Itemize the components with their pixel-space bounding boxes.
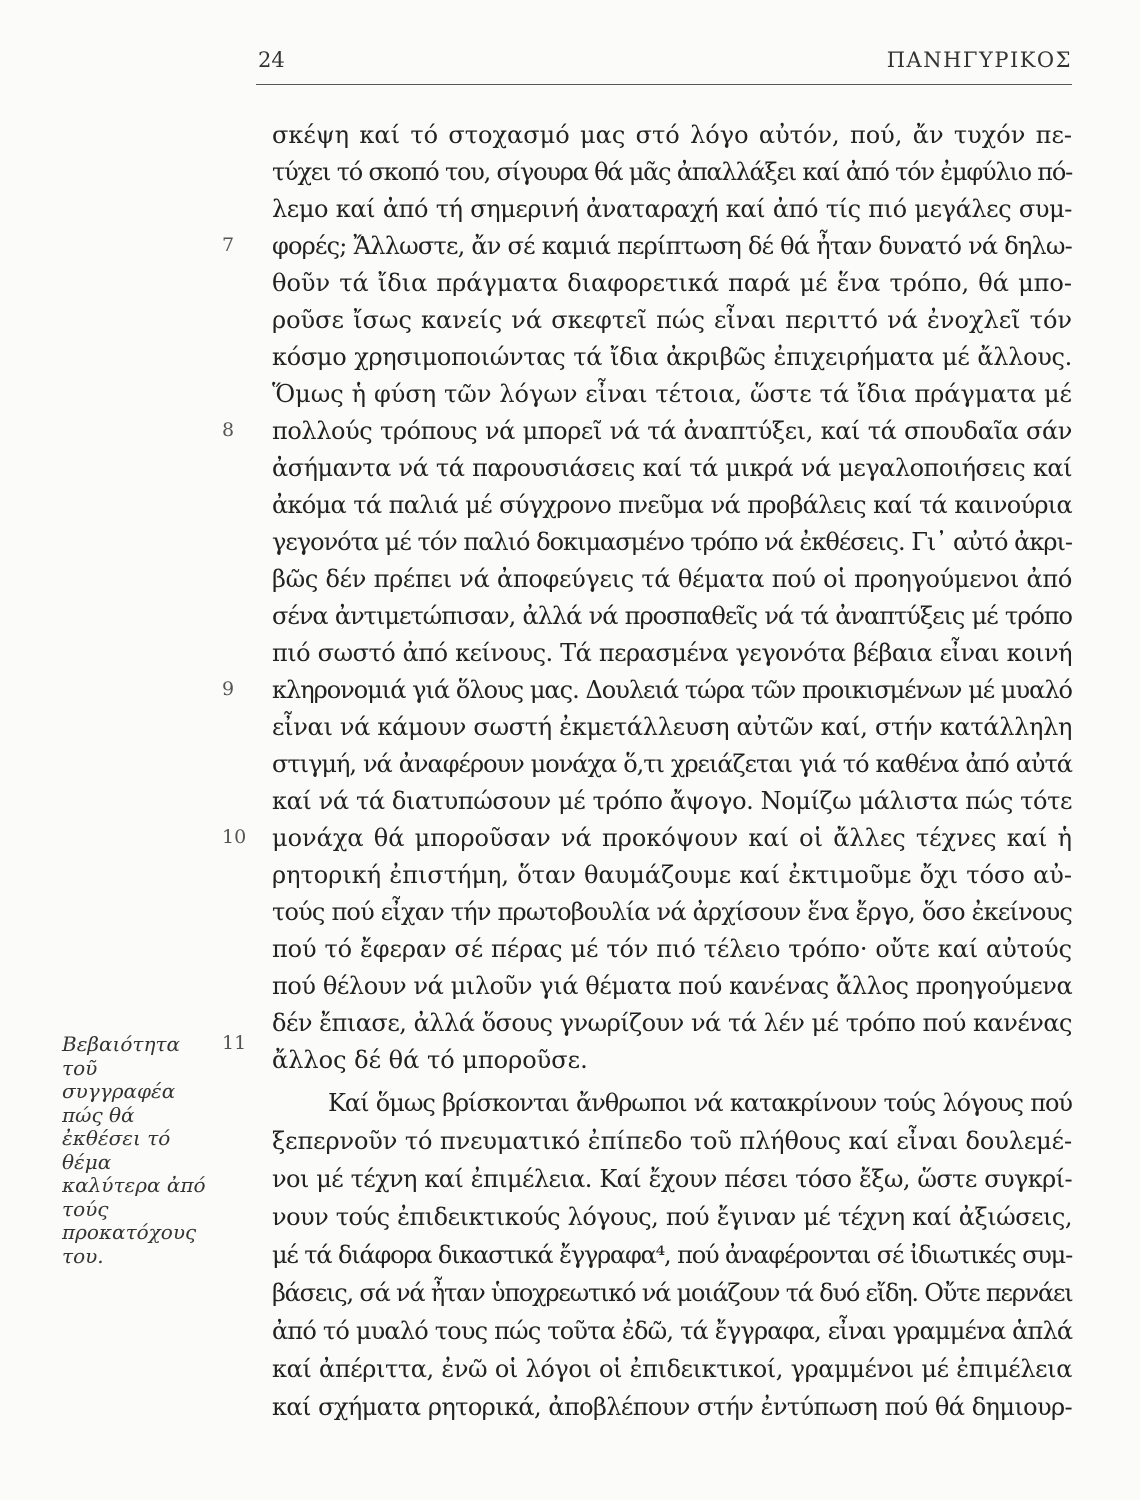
text-line: σένα ἀντιμετώπισαν, ἀλλά νά προσπαθεῖς νά τά ἀναπτύξεις μέ τρόπο <box>272 602 1072 630</box>
text-line: πολλούς τρόπους νά μπορεῖ νά τά ἀναπτύξει, καί τά σπουδαῖα σάν <box>272 417 1072 445</box>
text-line: θοῦν τά ἴδια πράγματα διαφορετικά παρά μέ ἕνα τρόπο, θά μπο- <box>272 269 1072 297</box>
text-line: κόσμο χρησιμοποιώντας τά ἴδια ἀκριβῶς ἐπιχειρήματα μέ ἄλλους. <box>272 343 1072 371</box>
margin-note-line: προκατόχους <box>62 1220 197 1244</box>
text-line: ἀπό τό μυαλό τους πώς τοῦτα ἐδῶ, τά ἔγγραφα, εἶναι γραμμένα ἁπλά <box>272 1317 1073 1345</box>
text-line: νοι μέ τέχνη καί ἐπιμέλεια. Καί ἔχουν πέσει τόσο ἔξω, ὥστε συγκρί- <box>272 1165 1072 1193</box>
text-line: πιό σωστό ἀπό κείνους. Τά περασμένα γεγονότα βέβαια εἶναι κοινή <box>272 639 1072 667</box>
text-line: Ὅμως ἡ φύση τῶν λόγων εἶναι τέτοια, ὥστε τά ἴδια πράγματα μέ <box>272 380 1072 408</box>
running-title: ΠΑΝΗΓΥΡΙΚΟΣ <box>886 48 1072 72</box>
margin-note-line: καλύτερα ἀπό <box>62 1173 206 1197</box>
text-line: ροῦσε ἴσως κανείς νά σκεφτεῖ πώς εἶναι περιττό νά ἐνοχλεῖ τόν <box>272 306 1072 334</box>
text-line: πού τό ἔφεραν σέ πέρας μέ τόν πιό τέλειο τρόπο· οὔτε καί αὐτούς <box>272 935 1072 963</box>
text-line: βῶς δέν πρέπει νά ἀποφεύγεις τά θέματα πού οἱ προηγούμενοι ἀπό <box>272 565 1072 593</box>
margin-note <box>62 1033 232 1268</box>
line-number: 9 <box>222 678 235 700</box>
text-line: καί ἀπέριττα, ἐνῶ οἱ λόγοι οἱ ἐπιδεικτικοί, γραμμένοι μέ ἐπιμέλεια <box>272 1355 1072 1383</box>
text-line: ἀσήμαντα νά τά παρουσιάσεις καί τά μικρά νά μεγαλοποιήσεις καί <box>272 454 1072 482</box>
text-line: καί νά τά διατυπώσουν μέ τρόπο ἄψογο. Νομίζω μάλιστα πώς τότε <box>272 787 1072 815</box>
page-number: 24 <box>258 48 285 72</box>
margin-note-line: ἐκθέσει τό <box>62 1126 171 1150</box>
text-line: ξεπερνοῦν τό πνευματικό ἐπίπεδο τοῦ πλήθους καί εἶναι δουλεμέ- <box>272 1127 1072 1155</box>
line-number: 10 <box>222 826 247 848</box>
text-line: δέν ἔπιασε, ἀλλά ὅσους γνωρίζουν νά τά λέν μέ τρόπο πού κανένας <box>272 1009 1072 1037</box>
text-line: σκέψη καί τό στοχασμό μας στό λόγο αὐτόν, πού, ἄν τυχόν πε- <box>272 121 1072 149</box>
line-number: 8 <box>222 419 235 441</box>
text-line: γεγονότα μέ τόν παλιό δοκιμασμένο τρόπο νά ἐκθέσεις. Γι᾽ αὐτό ἀκρι- <box>272 528 1072 556</box>
text-line: τύχει τό σκοπό του, σίγουρα θά μᾶς ἀπαλλάξει καί ἀπό τόν ἐμφύλιο πό- <box>272 158 1072 186</box>
margin-note-line: του. <box>62 1243 104 1268</box>
line-number: 7 <box>222 234 235 256</box>
text-line: κληρονομιά γιά ὅλους μας. Δουλειά τώρα τῶν προικισμένων μέ μυαλό <box>272 676 1072 704</box>
text-line: βάσεις, σά νά ἦταν ὑποχρεωτικό νά μοιάζουν τά δυό εἴδη. Οὔτε περνάει <box>272 1279 1073 1307</box>
text-line: νουν τούς ἐπιδεικτικούς λόγους, πού ἔγιναν μέ τέχνη καί ἀξιώσεις, <box>272 1203 1072 1231</box>
text-line: καί σχήματα ρητορικά, ἀποβλέπουν στήν ἐντύπωση πού θά δημιουρ- <box>272 1393 1072 1421</box>
margin-note-line: τοῦ <box>62 1055 98 1080</box>
text-line: πού θέλουν νά μιλοῦν γιά θέματα πού κανένας ἄλλος προηγούμενα <box>272 972 1073 1000</box>
margin-note-line: συγγραφέα <box>62 1079 176 1103</box>
text-line: φορές; Ἄλλωστε, ἄν σέ καμιά περίπτωση δέ θά ἦταν δυνατό νά δηλω- <box>272 232 1072 260</box>
margin-note-line: πώς θά <box>62 1102 135 1127</box>
page-header <box>256 44 1072 85</box>
text-line: λεμο καί ἀπό τή σημερινή ἀναταραχή καί ἀπό τίς πιό μεγάλες συμ- <box>272 195 1072 223</box>
text-line: ἄλλος δέ θά τό μποροῦσε. <box>272 1046 588 1074</box>
text-line: μονάχα θά μποροῦσαν νά προκόψουν καί οἱ ἄλλες τέχνες καί ἡ <box>272 824 1072 852</box>
margin-note-line: θέμα <box>62 1149 112 1174</box>
margin-note-line: τούς <box>62 1196 109 1221</box>
line-number: 11 <box>222 1032 247 1054</box>
margin-note-line: Βεβαιότητα <box>62 1032 180 1056</box>
text-line: εἶναι νά κάμουν σωστή ἐκμετάλλευση αὐτῶν καί, στήν κατάλληλη <box>272 713 1073 741</box>
text-line: στιγμή, νά ἀναφέρουν μονάχα ὅ,τι χρειάζεται γιά τό καθένα ἀπό αὐτά <box>272 750 1072 778</box>
text-line: τούς πού εἶχαν τήν πρωτοβουλία νά ἀρχίσουν ἕνα ἔργο, ὅσο ἐκείνους <box>272 898 1072 926</box>
text-line: μέ τά διάφορα δικαστικά ἔγγραφα⁴, πού ἀναφέρονται σέ ἰδιωτικές συμ- <box>272 1241 1072 1269</box>
text-line: ρητορική ἐπιστήμη, ὅταν θαυμάζουμε καί ἐκτιμοῦμε ὄχι τόσο αὐ- <box>272 861 1072 889</box>
text-line: ἀκόμα τά παλιά μέ σύγχρονο πνεῦμα νά προβάλεις καί τά καινούρια <box>272 491 1072 519</box>
text-line: Καί ὅμως βρίσκονται ἄνθρωποι νά κατακρίνουν τούς λόγους πού <box>328 1089 1072 1117</box>
